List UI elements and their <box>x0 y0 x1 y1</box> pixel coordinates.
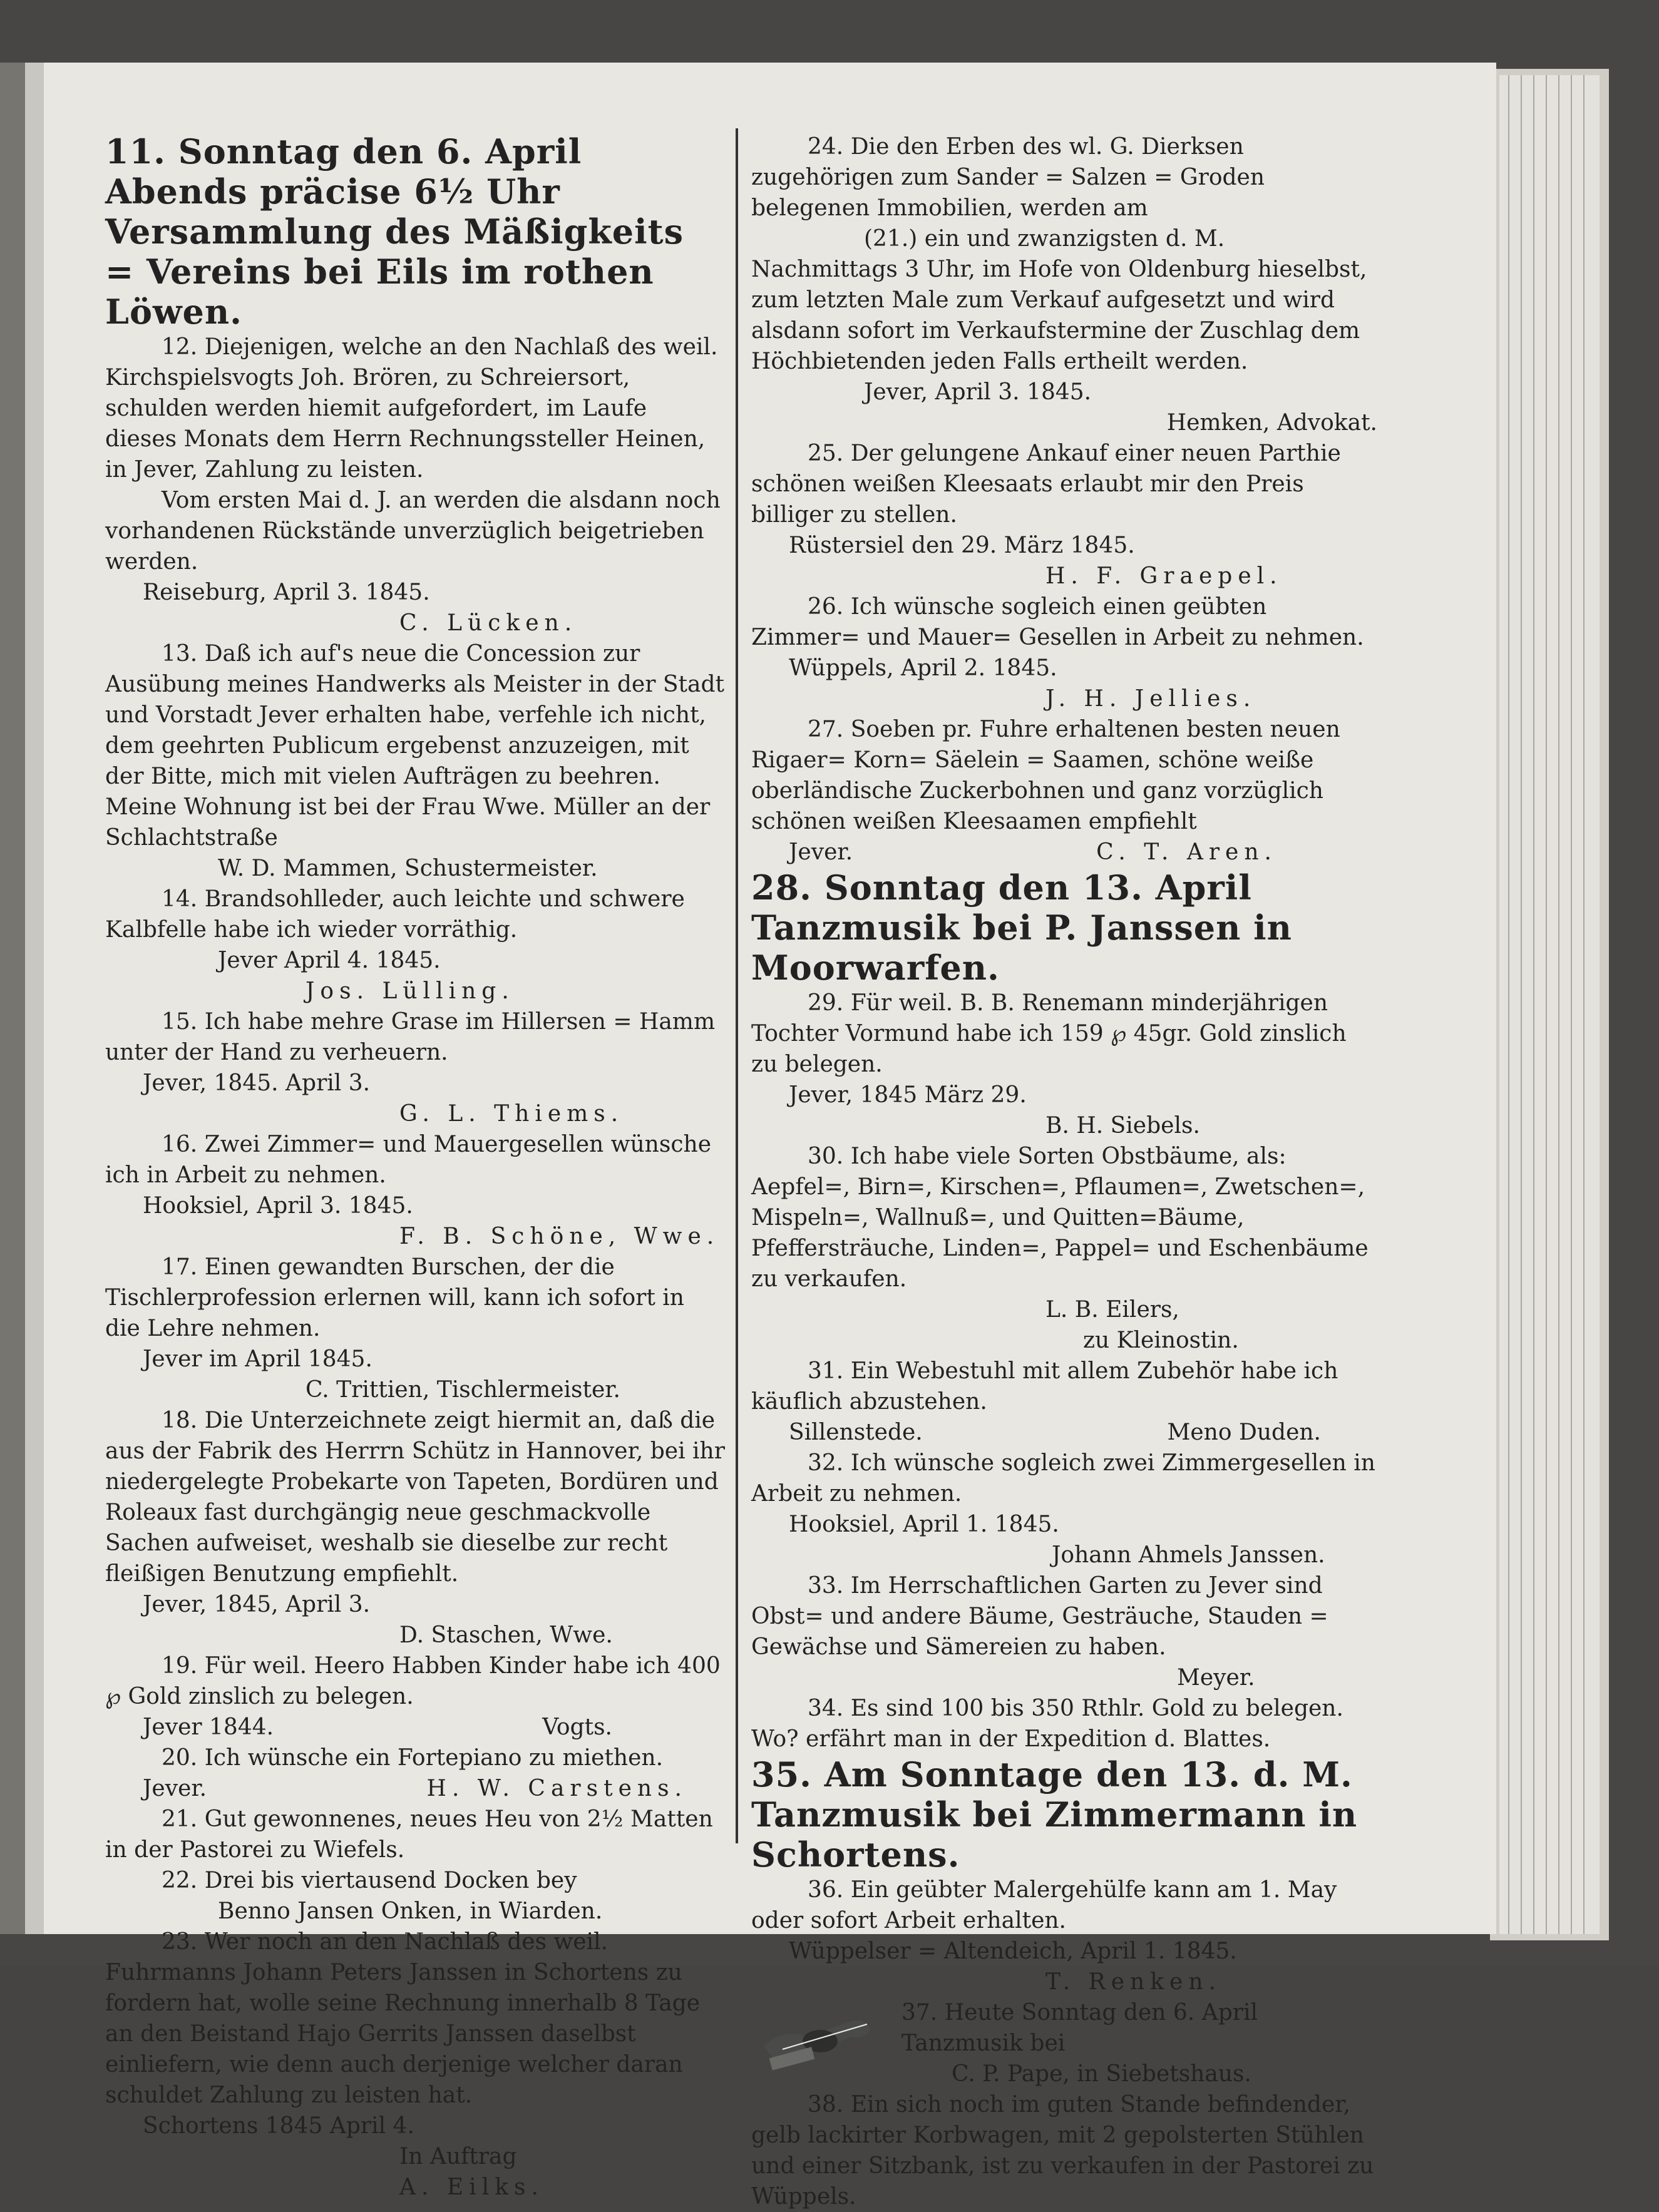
notice-31-text: 31. Ein Webestuhl mit allem Zubehör habe ich käuflich abzustehen. <box>751 1358 1338 1415</box>
notice-32 <box>751 1448 1377 1570</box>
notice-27-footer <box>751 837 1377 868</box>
notice-29 <box>751 988 1377 1141</box>
notice-31 <box>751 1356 1377 1448</box>
notice-19-place: Jever 1844. <box>143 1714 274 1740</box>
notice-20-signature: H. W. Carstens. <box>426 1776 687 1801</box>
notice-13-text: 13. Daß ich auf's neue die Concession zur Ausübung meines Handwerks als Meister in der Stadt und Vorstadt Jever erhalten habe, verfehle ich nicht, dem geehrten Publicum ergebenst anzuzeigen, mit der Bitte, mich mit vielen Aufträgen zu beehren. Meine Wohnung ist bei der Frau Wwe. Müller an der Schlachtstraße <box>105 641 724 851</box>
notice-27 <box>751 714 1377 868</box>
notice-30-signature-line1: L. B. Eilers, <box>1045 1297 1179 1323</box>
newspaper-page <box>30 69 1495 2209</box>
notice-36-text: 36. Ein geübter Malergehülfe kann am 1. May oder sofort Arbeit erhalten. <box>751 1877 1337 1933</box>
notice-15-signature: G. L. Thiems. <box>399 1101 624 1127</box>
notice-14-text: 14. Brandsohlleder, auch leichte und schwere Kalbfelle habe ich wieder vorräthig. <box>105 886 685 943</box>
notice-17-text: 17. Einen gewandten Burschen, der die Tischlerprofession erlernen will, kann ich sofort in die Lehre nehmen. <box>105 1254 684 1341</box>
notice-19-text: 19. Für weil. Heero Habben Kinder habe ich 400 ℘ Gold zinslich zu belegen. <box>105 1653 721 1709</box>
notice-27-text: 27. Soeben pr. Fuhre erhaltenen besten neuen Rigaer= Korn= Säelein = Saamen, schöne weiße oberländische Zuckerbohnen und ganz vorzüglich schönen weißen Kleesaamen empfiehlt <box>751 717 1340 834</box>
notice-21: 21. Gut gewonnenes, neues Heu von 2½ Matten in der Pastorei zu Wiefels. <box>105 1806 713 1863</box>
violin-music-icon <box>758 2002 876 2071</box>
notice-26-text: 26. Ich wünsche sogleich einen geübten Zimmer= und Mauer= Gesellen in Arbeit zu nehmen. <box>751 594 1364 650</box>
notice-29-signature: B. H. Siebels. <box>1045 1113 1200 1139</box>
notice-32-signature: Johann Ahmels Janssen. <box>1052 1542 1325 1568</box>
notice-36-signature: T. Renken. <box>1045 1969 1221 1995</box>
notice-16-signature: F. B. Schöne, Wwe. <box>399 1224 720 1249</box>
notice-14-place: Jever April 4. 1845. <box>218 948 441 973</box>
notice-23-text: 23. Wer noch an den Nachlaß des weil. Fuhrmanns Johann Peters Janssen in Schortens zu fordern hat, wolle seine Rechnung innerhalb 8 Tage an den Beistand Hajo Gerrits Janssen daselbst einliefern, wie denn auch derjenige welcher daran schuldet Zahlung zu leisten hat. <box>105 1929 701 2108</box>
notice-28: 28. Sonntag den 13. April Tanzmusik bei P. Janssen in Moorwarfen. <box>751 868 1292 988</box>
notice-14 <box>105 884 725 1006</box>
notice-33-signature: Meyer. <box>1177 1665 1255 1691</box>
notice-17-place: Jever im April 1845. <box>143 1346 372 1372</box>
notice-12-place: Reiseburg, April 3. 1845. <box>143 580 430 605</box>
notice-27-place: Jever. <box>789 839 853 865</box>
notice-20 <box>105 1743 725 1804</box>
notice-26-signature: J. H. Jellies. <box>1045 686 1256 712</box>
notice-37 <box>751 1997 1377 2089</box>
notice-33-text: 33. Im Herrschaftlichen Garten zu Jever sind Obst= und andere Bäume, Gesträuche, Stauden = Gewächse und Sämereien zu haben. <box>751 1573 1328 1660</box>
notice-29-place: Jever, 1845 März 29. <box>789 1082 1027 1108</box>
notice-31-signature: Meno Duden. <box>1167 1420 1321 1445</box>
notice-33 <box>751 1570 1377 1693</box>
right-column <box>751 131 1377 2212</box>
notice-19-footer <box>105 1712 725 1743</box>
notice-37-signature: C. P. Pape, in Siebetshaus. <box>952 2061 1251 2087</box>
column-divider <box>736 128 738 1843</box>
notice-24-date: (21.) ein und zwanzigsten d. M. <box>864 226 1225 252</box>
notice-25-signature: H. F. Graepel. <box>1045 563 1283 589</box>
notice-20-text: 20. Ich wünsche ein Fortepiano zu miethen. <box>162 1745 664 1771</box>
notice-32-text: 32. Ich wünsche sogleich zwei Zimmergesellen in Arbeit zu nehmen. <box>751 1450 1375 1507</box>
notice-16-text: 16. Zwei Zimmer= und Mauergesellen wünsche ich in Arbeit zu nehmen. <box>105 1132 711 1188</box>
notice-18-place: Jever, 1845, April 3. <box>143 1592 371 1617</box>
notice-31-footer <box>751 1417 1377 1448</box>
notice-13-signature: W. D. Mammen, Schustermeister. <box>218 856 598 881</box>
notice-14-signature: Jos. Lülling. <box>306 978 515 1004</box>
notice-12 <box>105 332 725 638</box>
notice-30-signature-line2: zu Kleinostin. <box>1083 1328 1239 1353</box>
notice-36 <box>751 1875 1377 1997</box>
notice-24 <box>751 131 1377 438</box>
notice-23-signature-line2: A. Eilks. <box>399 2174 544 2200</box>
notice-15-place: Jever, 1845. April 3. <box>143 1070 371 1096</box>
notice-30-text: 30. Ich habe viele Sorten Obstbäume, als: Aepfel=, Birn=, Kirschen=, Pflaumen=, Zwetschen=, Mispeln=, Wallnuß=, und Quitten=Bäume, Pfeffersträuche, Linden=, Pappel= und Eschenbäume zu verkaufen. <box>751 1144 1369 1292</box>
notice-37-line2: Tanzmusik bei <box>901 2030 1066 2056</box>
notice-12-text2: Vom ersten Mai d. J. an werden die alsdann noch vorhandenen Rückstände unverzüglich beigetrieben werden. <box>105 488 721 575</box>
notice-24-text2: Nachmittags 3 Uhr, im Hofe von Oldenburg hieselbst, zum letzten Male zum Verkauf aufgesetzt und wird alsdann sofort im Verkaufstermine der Zuschlag dem Höchbietenden jeden Falls ertheilt werden. <box>751 257 1367 374</box>
notice-23 <box>105 1927 725 2203</box>
notice-31-place: Sillenstede. <box>789 1420 923 1445</box>
notice-17 <box>105 1252 725 1405</box>
notice-18-signature: D. Staschen, Wwe. <box>399 1622 613 1648</box>
notice-22-signature: Benno Jansen Onken, in Wiarden. <box>218 1898 603 1924</box>
notice-18 <box>105 1405 725 1651</box>
notice-16 <box>105 1129 725 1252</box>
notice-29-text: 29. Für weil. B. B. Renemann minderjährigen Tochter Vormund habe ich 159 ℘ 45gr. Gold zinslich zu belegen. <box>751 990 1347 1077</box>
notice-23-signature-line1: In Auftrag <box>399 2144 517 2169</box>
notice-24-signature: Hemken, Advokat. <box>1166 410 1377 436</box>
notice-12-signature: C. Lücken. <box>399 610 578 636</box>
notice-37-line1: 37. Heute Sonntag den 6. April <box>901 2000 1258 2025</box>
notice-15-text: 15. Ich habe mehre Grase im Hillersen = Hamm unter der Hand zu verheuern. <box>105 1009 716 1065</box>
notice-20-place: Jever. <box>143 1776 207 1801</box>
notice-17-signature: C. Trittien, Tischlermeister. <box>306 1377 620 1403</box>
notice-19 <box>105 1651 725 1743</box>
notice-12-text: 12. Diejenigen, welche an den Nachlaß des weil. Kirchspielsvogts Joh. Brören, zu Schreiersort, schulden werden hiemit aufgefordert, im Laufe dieses Monats dem Herrn Rechnungssteller Heinen, in Jever, Zahlung zu leisten. <box>105 334 718 483</box>
notice-20-footer <box>105 1773 725 1804</box>
notice-15 <box>105 1006 725 1129</box>
notice-32-place: Hooksiel, April 1. 1845. <box>789 1512 1059 1537</box>
left-column <box>105 131 725 2203</box>
notice-38: 38. Ein sich noch im guten Stande befindender, gelb lackirter Korbwagen, mit 2 gepolsterten Stühlen und einer Sitzbank, ist zu verkaufen in der Pastorei zu Wüppels. <box>751 2092 1374 2209</box>
notice-25-place: Rüstersiel den 29. März 1845. <box>789 533 1135 558</box>
notice-16-place: Hooksiel, April 3. 1845. <box>143 1193 413 1219</box>
notice-24-text: 24. Die den Erben des wl. G. Dierksen zugehörigen zum Sander = Salzen = Groden belegenen Immobilien, werden am <box>751 134 1265 221</box>
notice-23-place: Schortens 1845 April 4. <box>143 2113 414 2139</box>
notice-25-text: 25. Der gelungene Ankauf einer neuen Parthie schönen weißen Kleesaats erlaubt mir den Preis billiger zu stellen. <box>751 441 1341 528</box>
notice-27-signature: C. T. Aren. <box>1096 839 1277 865</box>
notice-26-place: Wüppels, April 2. 1845. <box>789 655 1057 681</box>
notice-35: 35. Am Sonntage den 13. d. M. Tanzmusik bei Zimmermann in Schortens. <box>751 1754 1358 1875</box>
notice-22 <box>105 1865 725 1927</box>
notice-11: 11. Sonntag den 6. April Abends präcise 6½ Uhr Versammlung des Mäßigkeits = Vereins bei Eils im rothen Löwen. <box>105 131 684 332</box>
notice-22-text: 22. Drei bis viertausend Docken bey <box>162 1868 577 1893</box>
notice-18-text: 18. Die Unterzeichnete zeigt hiermit an, daß die aus der Fabrik des Herrrn Schütz in Hannover, bei ihr niedergelegte Probekarte von Tapeten, Bordüren und Roleaux fast durchgängig neue geschmackvolle Sachen aufweiset, weshalb sie dieselbe zur recht fleißigen Benutzung empfiehlt. <box>105 1408 725 1587</box>
notice-30 <box>751 1141 1377 1356</box>
notice-24-place: Jever, April 3. 1845. <box>864 379 1092 405</box>
notice-25 <box>751 438 1377 591</box>
notice-34: 34. Es sind 100 bis 350 Rthlr. Gold zu belegen. Wo? erfährt man in der Expedition d. Blattes. <box>751 1696 1343 1752</box>
notice-13 <box>105 638 725 884</box>
notice-26 <box>751 591 1377 714</box>
notice-36-place: Wüppelser = Altendeich, April 1. 1845. <box>789 1938 1237 1964</box>
notice-19-signature: Vogts. <box>542 1714 612 1740</box>
